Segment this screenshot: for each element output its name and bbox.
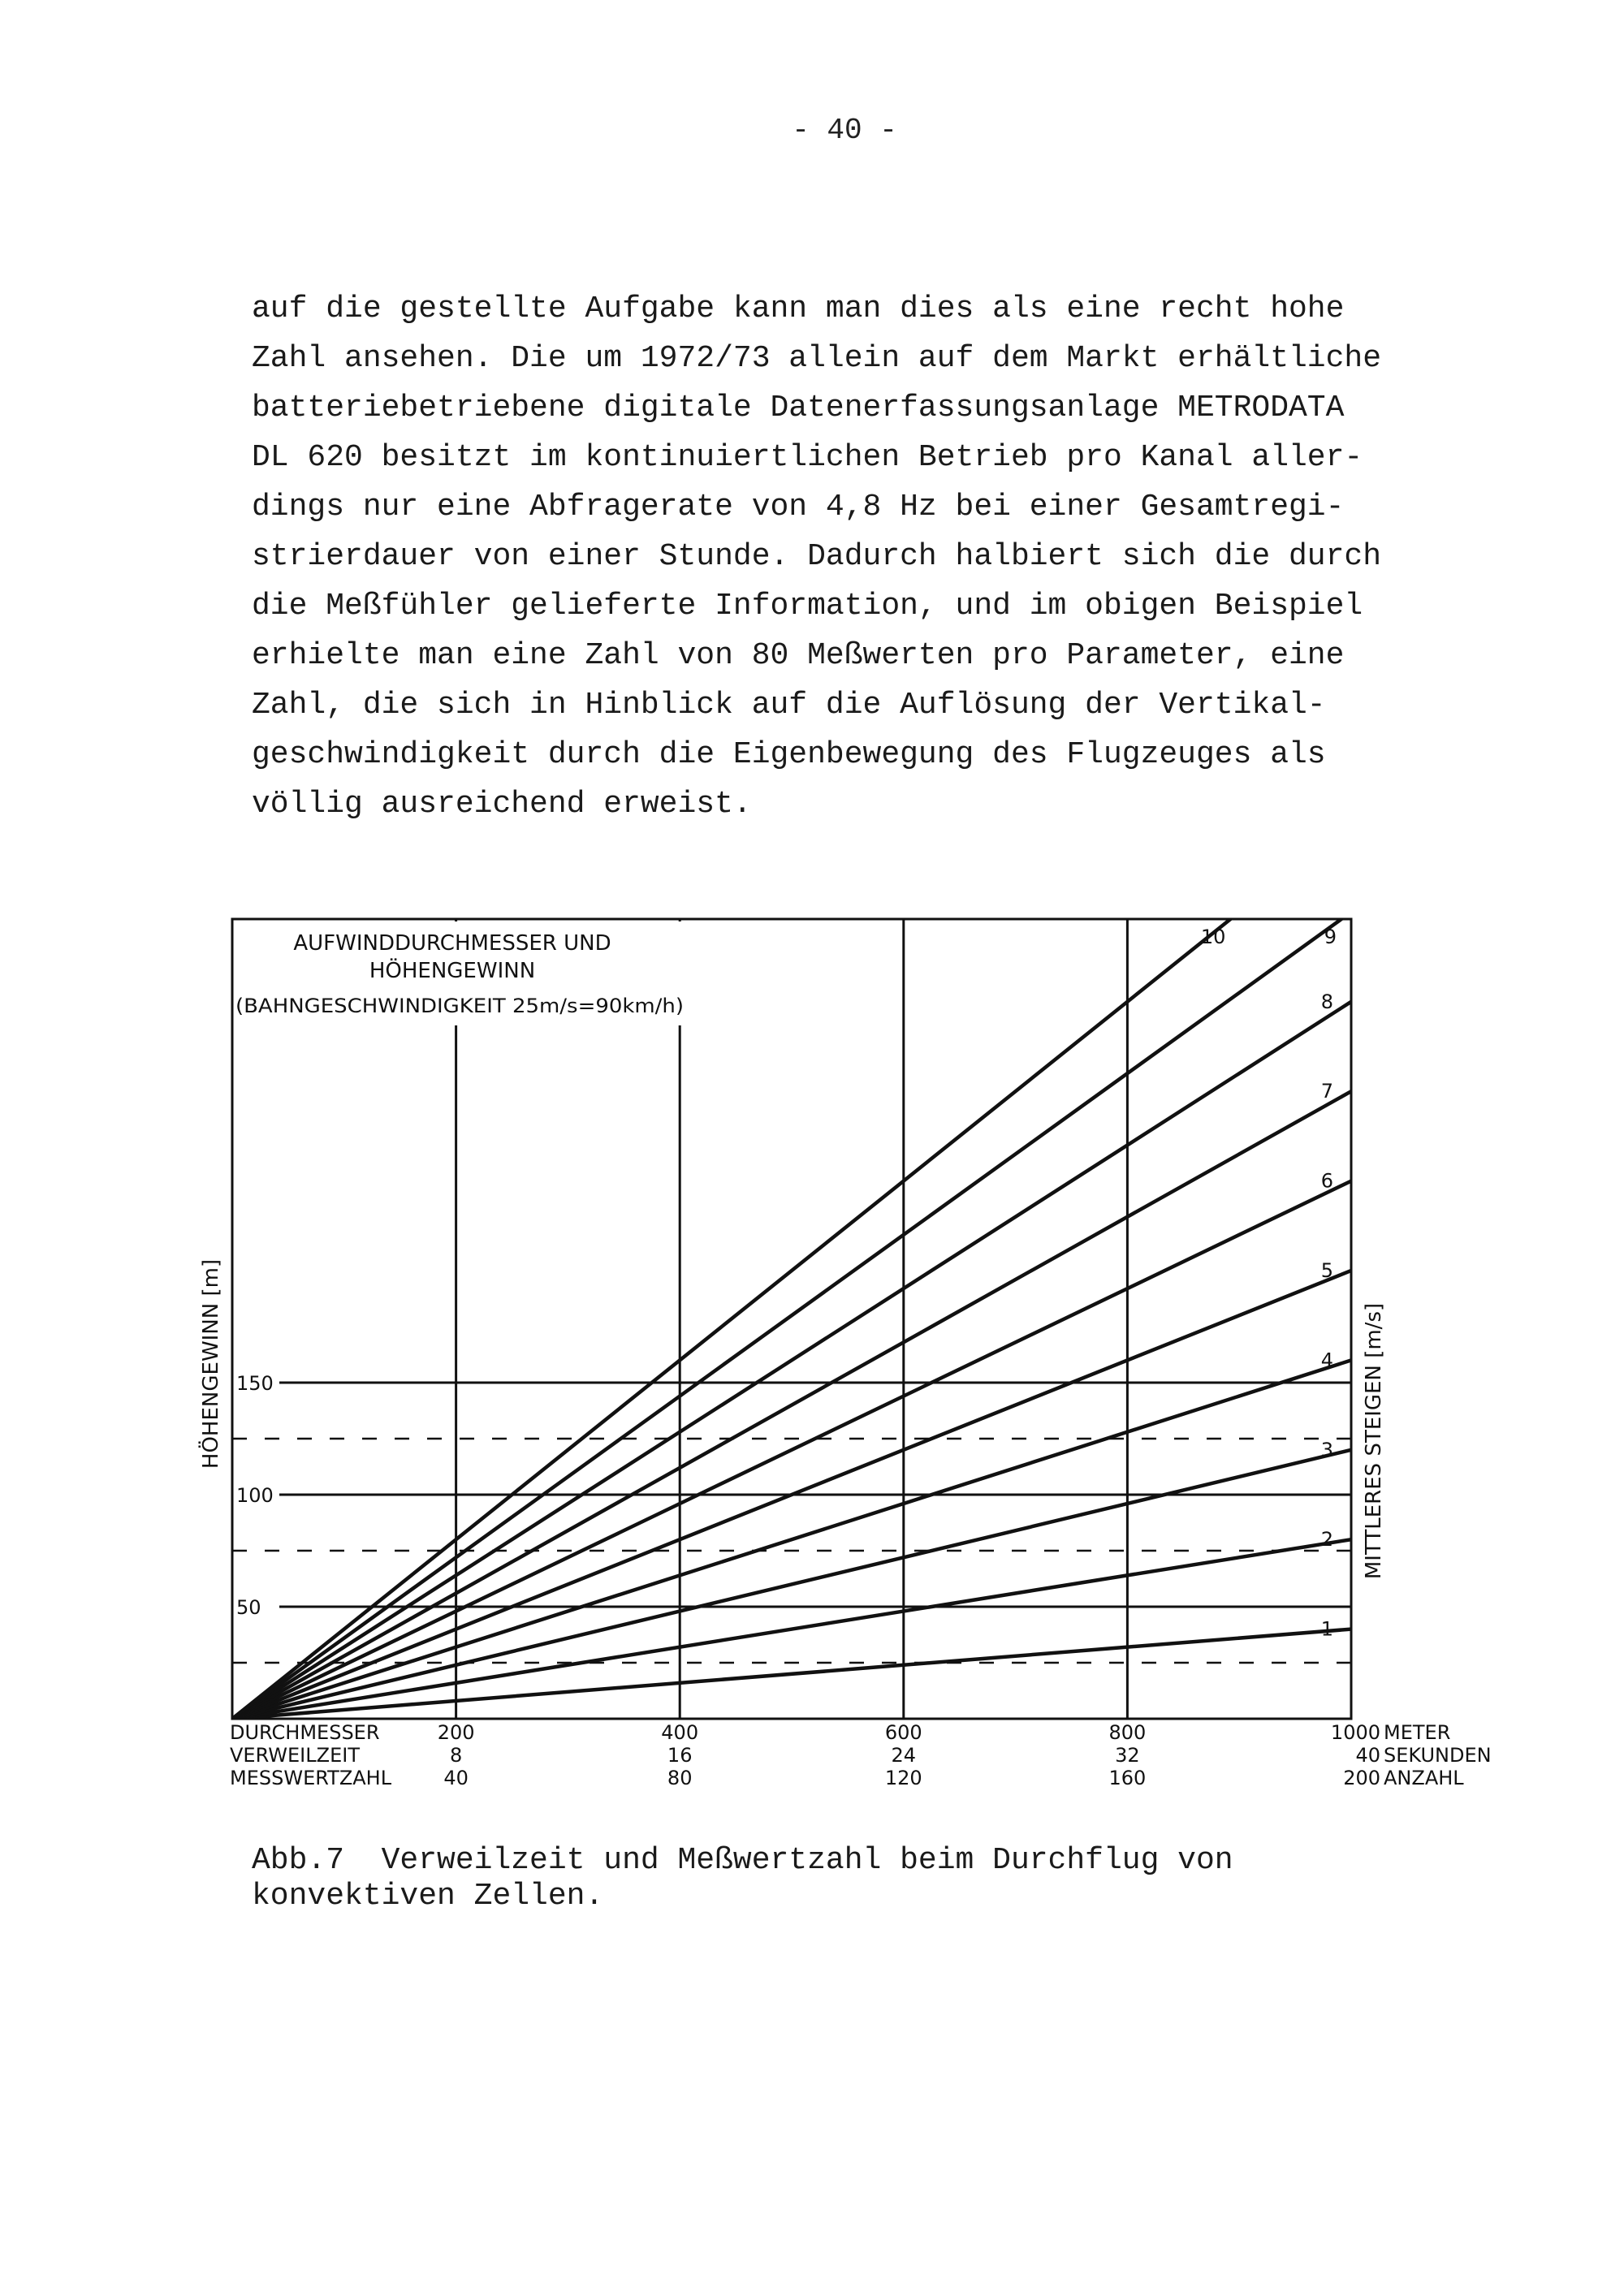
- text-line: Zahl ansehen. Die um 1972/73 allein auf dem Markt erhältliche: [252, 341, 1382, 376]
- series-label: 6: [1320, 1169, 1333, 1193]
- x-tick-label: 40: [443, 1767, 469, 1789]
- text-line: batteriebetriebene digitale Datenerfassungsanlage METRODATA: [252, 391, 1345, 425]
- y-axis-label: HÖHENGEWINN [m]: [199, 1258, 223, 1470]
- chart-title-line: HÖHENGEWINN: [369, 959, 536, 983]
- y-tick-label: 100: [236, 1484, 274, 1507]
- text-line: erhielte man eine Zahl von 80 Meßwerten pro Parameter, eine: [252, 638, 1345, 673]
- caption-line: Abb.7 Verweilzeit und Meßwertzahl beim Durchflug von: [252, 1843, 1233, 1878]
- x-tick-label: 80: [667, 1767, 693, 1789]
- series-label: 1: [1320, 1617, 1333, 1641]
- series-line-6: [232, 1181, 1351, 1719]
- text-line: völlig ausreichend erweist.: [252, 787, 752, 822]
- x-tick-label: 40: [1355, 1744, 1380, 1767]
- series-line-9: [232, 912, 1351, 1719]
- series-label: 10: [1200, 926, 1226, 948]
- text-line: die Meßfühler gelieferte Information, und im obigen Beispiel: [252, 589, 1363, 624]
- text-line: dings nur eine Abfragerate von 4,8 Hz bei einer Gesamtregi-: [252, 490, 1345, 524]
- series-label: 2: [1320, 1528, 1333, 1552]
- x-row-unit: METER: [1384, 1721, 1451, 1744]
- series-line-7: [232, 1091, 1351, 1719]
- x-tick-label: 200: [1343, 1767, 1380, 1789]
- series-label: 5: [1320, 1259, 1333, 1282]
- x-tick-label: 160: [1108, 1767, 1147, 1789]
- series-label: 7: [1320, 1080, 1333, 1103]
- x-tick-label: 600: [884, 1721, 922, 1744]
- series-label: 9: [1324, 926, 1337, 948]
- x-row-unit: ANZAHL: [1384, 1767, 1464, 1789]
- series-line-2: [232, 1539, 1351, 1719]
- text-line: strierdauer von einer Stunde. Dadurch halbiert sich die durch: [252, 539, 1382, 574]
- caption-line: konvektiven Zellen.: [252, 1879, 604, 1914]
- series-label: 3: [1320, 1438, 1333, 1461]
- right-axis-label: MITTLERES STEIGEN [m/s]: [1362, 1302, 1386, 1580]
- y-tick-label: 50: [236, 1596, 261, 1619]
- x-tick-label: 1000: [1330, 1721, 1380, 1744]
- x-row-name: MESSWERTZAHL: [230, 1767, 392, 1789]
- y-tick-label: 150: [236, 1372, 274, 1395]
- series-line-4: [232, 1360, 1351, 1719]
- page-number: - 40 -: [792, 114, 897, 147]
- series-label: 4: [1320, 1349, 1333, 1372]
- x-tick-label: 32: [1115, 1744, 1140, 1767]
- series-label: 8: [1320, 990, 1333, 1013]
- x-row-name: DURCHMESSER: [230, 1721, 380, 1744]
- x-tick-label: 16: [667, 1744, 693, 1767]
- text-line: Zahl, die sich in Hinblick auf die Auflösung der Vertikal-: [252, 688, 1326, 723]
- series-line-8: [232, 1002, 1351, 1719]
- chart-title-line: AUFWINDDURCHMESSER UND: [293, 931, 611, 956]
- x-tick-label: 800: [1108, 1721, 1147, 1744]
- chart-title-line: (BAHNGESCHWINDIGKEIT 25m/s=90km/h): [235, 995, 684, 1017]
- x-row-name: VERWEILZEIT: [230, 1744, 360, 1767]
- x-tick-label: 120: [884, 1767, 922, 1789]
- text-line: DL 620 besitzt im kontinuiertlichen Betrieb pro Kanal aller-: [252, 440, 1363, 475]
- x-tick-label: 400: [661, 1721, 699, 1744]
- x-tick-label: 24: [891, 1744, 917, 1767]
- x-tick-label: 8: [449, 1744, 463, 1767]
- x-row-unit: SEKUNDEN: [1384, 1744, 1492, 1767]
- text-line: auf die gestellte Aufgabe kann man dies als eine recht hohe: [252, 291, 1345, 326]
- text-line: geschwindigkeit durch die Eigenbewegung des Flugzeuges als: [252, 737, 1326, 772]
- series-line-1: [232, 1629, 1351, 1719]
- x-tick-label: 200: [437, 1721, 475, 1744]
- figure-caption: [252, 1843, 1470, 1914]
